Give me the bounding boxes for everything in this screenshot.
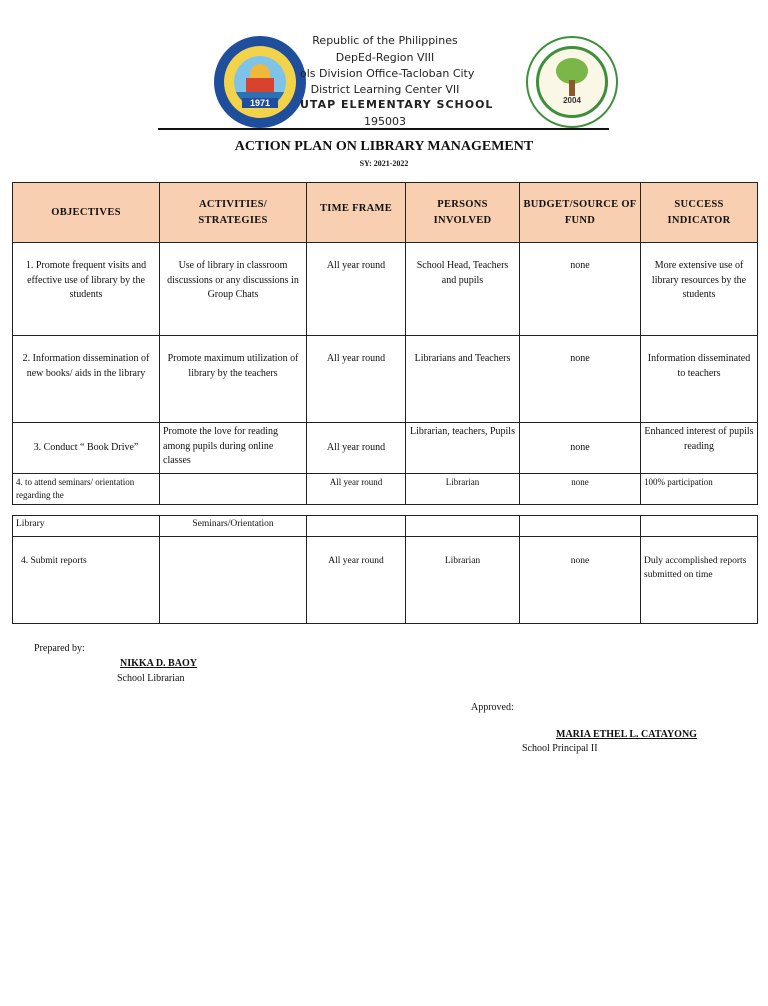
cell-success: Information disseminated to teachers [641, 336, 758, 423]
cell-activity: Use of library in classroom discussions or any discussions in Group Chats [160, 243, 307, 336]
cell-activity: Promote maximum utilization of library by the teachers [160, 336, 307, 423]
header-division: ols Division Office-Tacloban City [300, 67, 475, 80]
cell-persons: Librarians and Teachers [406, 336, 520, 423]
header-persons: PERSONS INVOLVED [406, 183, 520, 243]
table-row [13, 474, 758, 505]
cell-activity [160, 537, 307, 624]
cell-budget: none [520, 423, 641, 474]
cell-budget: none [520, 474, 641, 505]
cell-time-frame: All year round [307, 336, 406, 423]
header-school-name: UTAP ELEMENTARY SCHOOL [300, 98, 494, 111]
cell-persons [406, 516, 520, 537]
header-success: SUCCESS INDICATOR [641, 183, 758, 243]
table-header-row [13, 183, 758, 243]
prepared-by-label: Prepared by: [34, 643, 85, 654]
cell-activity: Promote the love for reading among pupils during online classes [160, 423, 307, 474]
table-row [13, 243, 758, 336]
cell-success: Enhanced interest of pupils reading [641, 423, 758, 474]
cell-objective: 4. Submit reports [13, 537, 160, 624]
header-republic: Republic of the Philippines [312, 34, 458, 47]
header-school-id: 195003 [364, 115, 406, 128]
action-plan-table [12, 182, 758, 505]
cell-time-frame: All year round [307, 423, 406, 474]
division-office-seal [214, 36, 306, 128]
approved-by-role: School Principal II [522, 743, 598, 754]
header-objectives: OBJECTIVES [13, 183, 160, 243]
cell-success: Duly accomplished reports submitted on time [641, 537, 758, 624]
cell-objective: 1. Promote frequent visits and effective use of library by the students [13, 243, 160, 336]
approved-by-label: Approved: [471, 702, 514, 713]
table-row [13, 423, 758, 474]
cell-budget [520, 516, 641, 537]
table-row [13, 516, 758, 537]
cell-objective: Library [13, 516, 160, 537]
cell-persons: Librarian [406, 474, 520, 505]
cell-activity [160, 474, 307, 505]
cell-time-frame: All year round [307, 537, 406, 624]
cell-objective: 3. Conduct “ Book Drive” [13, 423, 160, 474]
cell-objective: 4. to attend seminars/ orientation regarding the [13, 474, 160, 505]
header-activities: ACTIVITIES/ STRATEGIES [160, 183, 307, 243]
header-time-frame: TIME FRAME [307, 183, 406, 243]
school-seal-year: 2004 [563, 96, 581, 105]
seal-year: 1971 [242, 98, 278, 108]
table-row [13, 336, 758, 423]
table-row [13, 537, 758, 624]
cell-activity: Seminars/Orientation [160, 516, 307, 537]
header-budget: BUDGET/SOURCE OF FUND [520, 183, 641, 243]
cell-time-frame: All year round [307, 474, 406, 505]
cell-persons: Librarian, teachers, Pupils [406, 423, 520, 474]
cell-time-frame [307, 516, 406, 537]
school-seal [526, 36, 618, 128]
header-region: DepEd-Region VIII [335, 51, 435, 64]
approved-by-name: MARIA ETHEL L. CATAYONG [556, 729, 697, 740]
tree-trunk-icon [569, 80, 575, 96]
prepared-by-name: NIKKA D. BAOY [120, 658, 197, 669]
cell-persons: School Head, Teachers and pupils [406, 243, 520, 336]
cell-success: More extensive use of library resources by the students [641, 243, 758, 336]
cell-success: 100% participation [641, 474, 758, 505]
continuation-table [12, 515, 758, 624]
cell-persons: Librarian [406, 537, 520, 624]
cell-budget: none [520, 243, 641, 336]
cell-budget: none [520, 336, 641, 423]
school-year: SY: 2021-2022 [359, 159, 409, 168]
cell-budget: none [520, 537, 641, 624]
seal-sun-icon [250, 64, 270, 78]
prepared-by-role: School Librarian [117, 673, 185, 684]
document-title: ACTION PLAN ON LIBRARY MANAGEMENT [234, 139, 534, 154]
seal-building-icon [246, 78, 274, 92]
cell-time-frame: All year round [307, 243, 406, 336]
header-divider [158, 128, 609, 130]
cell-objective: 2. Information dissemination of new books/ aids in the library [13, 336, 160, 423]
header-district: District Learning Center VII [310, 83, 460, 96]
cell-success [641, 516, 758, 537]
